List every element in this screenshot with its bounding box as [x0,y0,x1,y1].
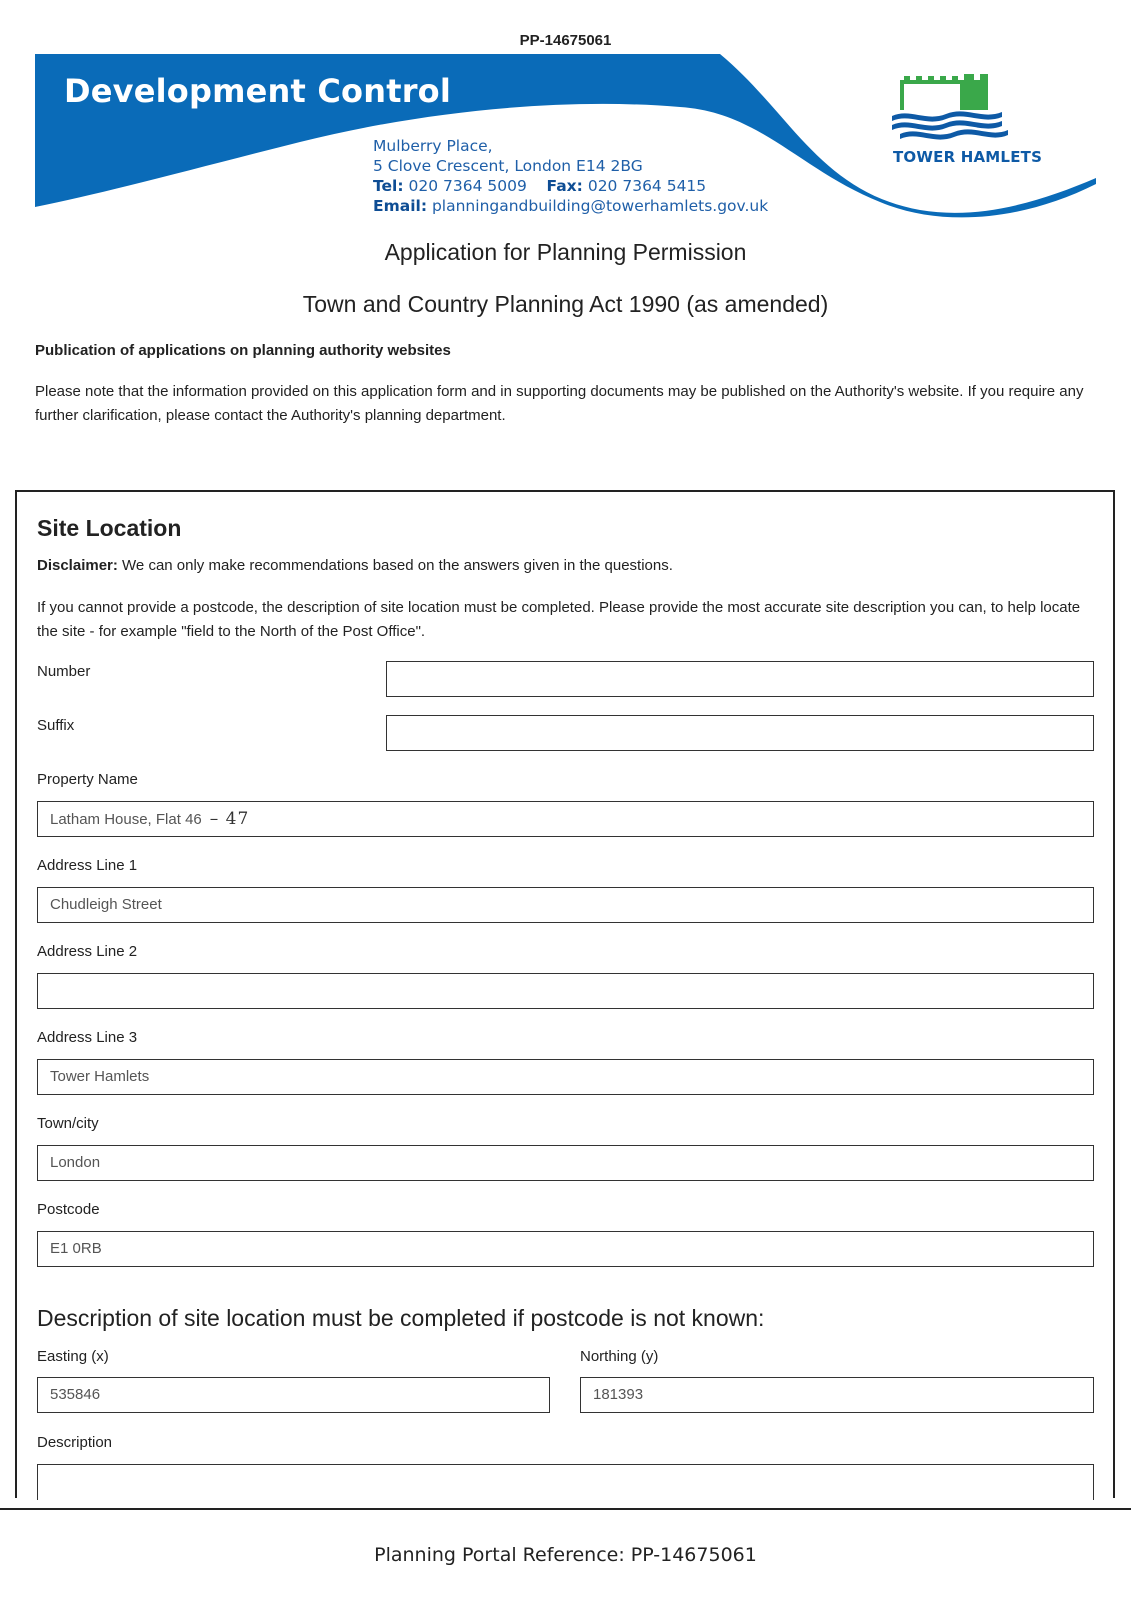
address-line-2: 5 Clove Crescent, London E14 2BG [373,157,643,175]
suffix-field[interactable] [386,715,1094,751]
footer-divider [0,1508,1131,1510]
disclaimer-text: We can only make recommendations based on the answers given in the questions. [117,557,673,574]
postcode-label: Postcode [37,1201,100,1218]
suffix-label: Suffix [37,717,75,734]
phone-line [373,176,768,196]
tel-label: Tel: [373,177,404,195]
number-field[interactable] [386,661,1094,697]
address-line-2-field[interactable] [37,973,1094,1009]
site-location-note: If you cannot provide a postcode, the description of site location must be completed. Please provide the most accurate site description you can, to help locate the site - for example "field to the North of the Post Office". [37,599,1081,640]
address-line-1-field[interactable]: Chudleigh Street [37,887,1094,923]
logo-text: TOWER HAMLETS [893,148,1043,166]
tel-value: 020 7364 5009 [408,177,527,195]
address-line-1: Mulberry Place, [373,137,493,155]
property-name-value: Latham House, Flat 46 [50,811,202,828]
description-label: Description [37,1434,113,1451]
description-field[interactable] [37,1464,1094,1500]
postcode-field[interactable]: E1 0RB [37,1231,1094,1267]
disclaimer [37,557,673,574]
document-title: Application for Planning Permission [384,239,747,265]
email-value: planningandbuilding@towerhamlets.gov.uk [431,197,769,215]
address-line-2-label: Address Line 2 [37,943,138,960]
address-line-3-label: Address Line 3 [37,1029,138,1046]
number-label: Number [37,663,91,680]
address-line-3-field[interactable]: Tower Hamlets [37,1059,1094,1095]
publication-text: Please note that the information provided on this application form and in supporting documents may be published on the Authority's website. If you require any further clarification, please contact the Authority's planning department. [35,383,1084,424]
address-line-1-label: Address Line 1 [37,857,138,874]
town-field[interactable]: London [37,1145,1094,1181]
email-line [373,196,768,216]
email-label: Email: [373,197,428,215]
property-name-label: Property Name [37,771,138,788]
easting-field[interactable]: 535846 [37,1377,550,1413]
property-name-field[interactable] [37,801,1094,837]
description-heading: Description of site location must be completed if postcode is not known: [37,1305,765,1331]
contact-block [373,136,768,216]
reference-number: PP-14675061 [519,32,612,49]
fax-value: 020 7364 5415 [587,177,707,195]
northing-field[interactable]: 181393 [580,1377,1094,1413]
banner-title: Development Control [64,72,452,110]
document-subtitle: Town and Country Planning Act 1990 (as amended) [302,291,829,317]
fax-label: Fax: [546,177,583,195]
town-label: Town/city [37,1115,99,1132]
handwritten-annotation: – 47 [209,809,250,829]
section-title: Site Location [37,515,182,541]
northing-label: Northing (y) [580,1348,659,1365]
publication-heading: Publication of applications on planning authority websites [35,342,451,359]
easting-label: Easting (x) [37,1348,109,1365]
disclaimer-label: Disclaimer: [37,557,118,574]
footer-reference: Planning Portal Reference: PP-14675061 [374,1544,757,1566]
